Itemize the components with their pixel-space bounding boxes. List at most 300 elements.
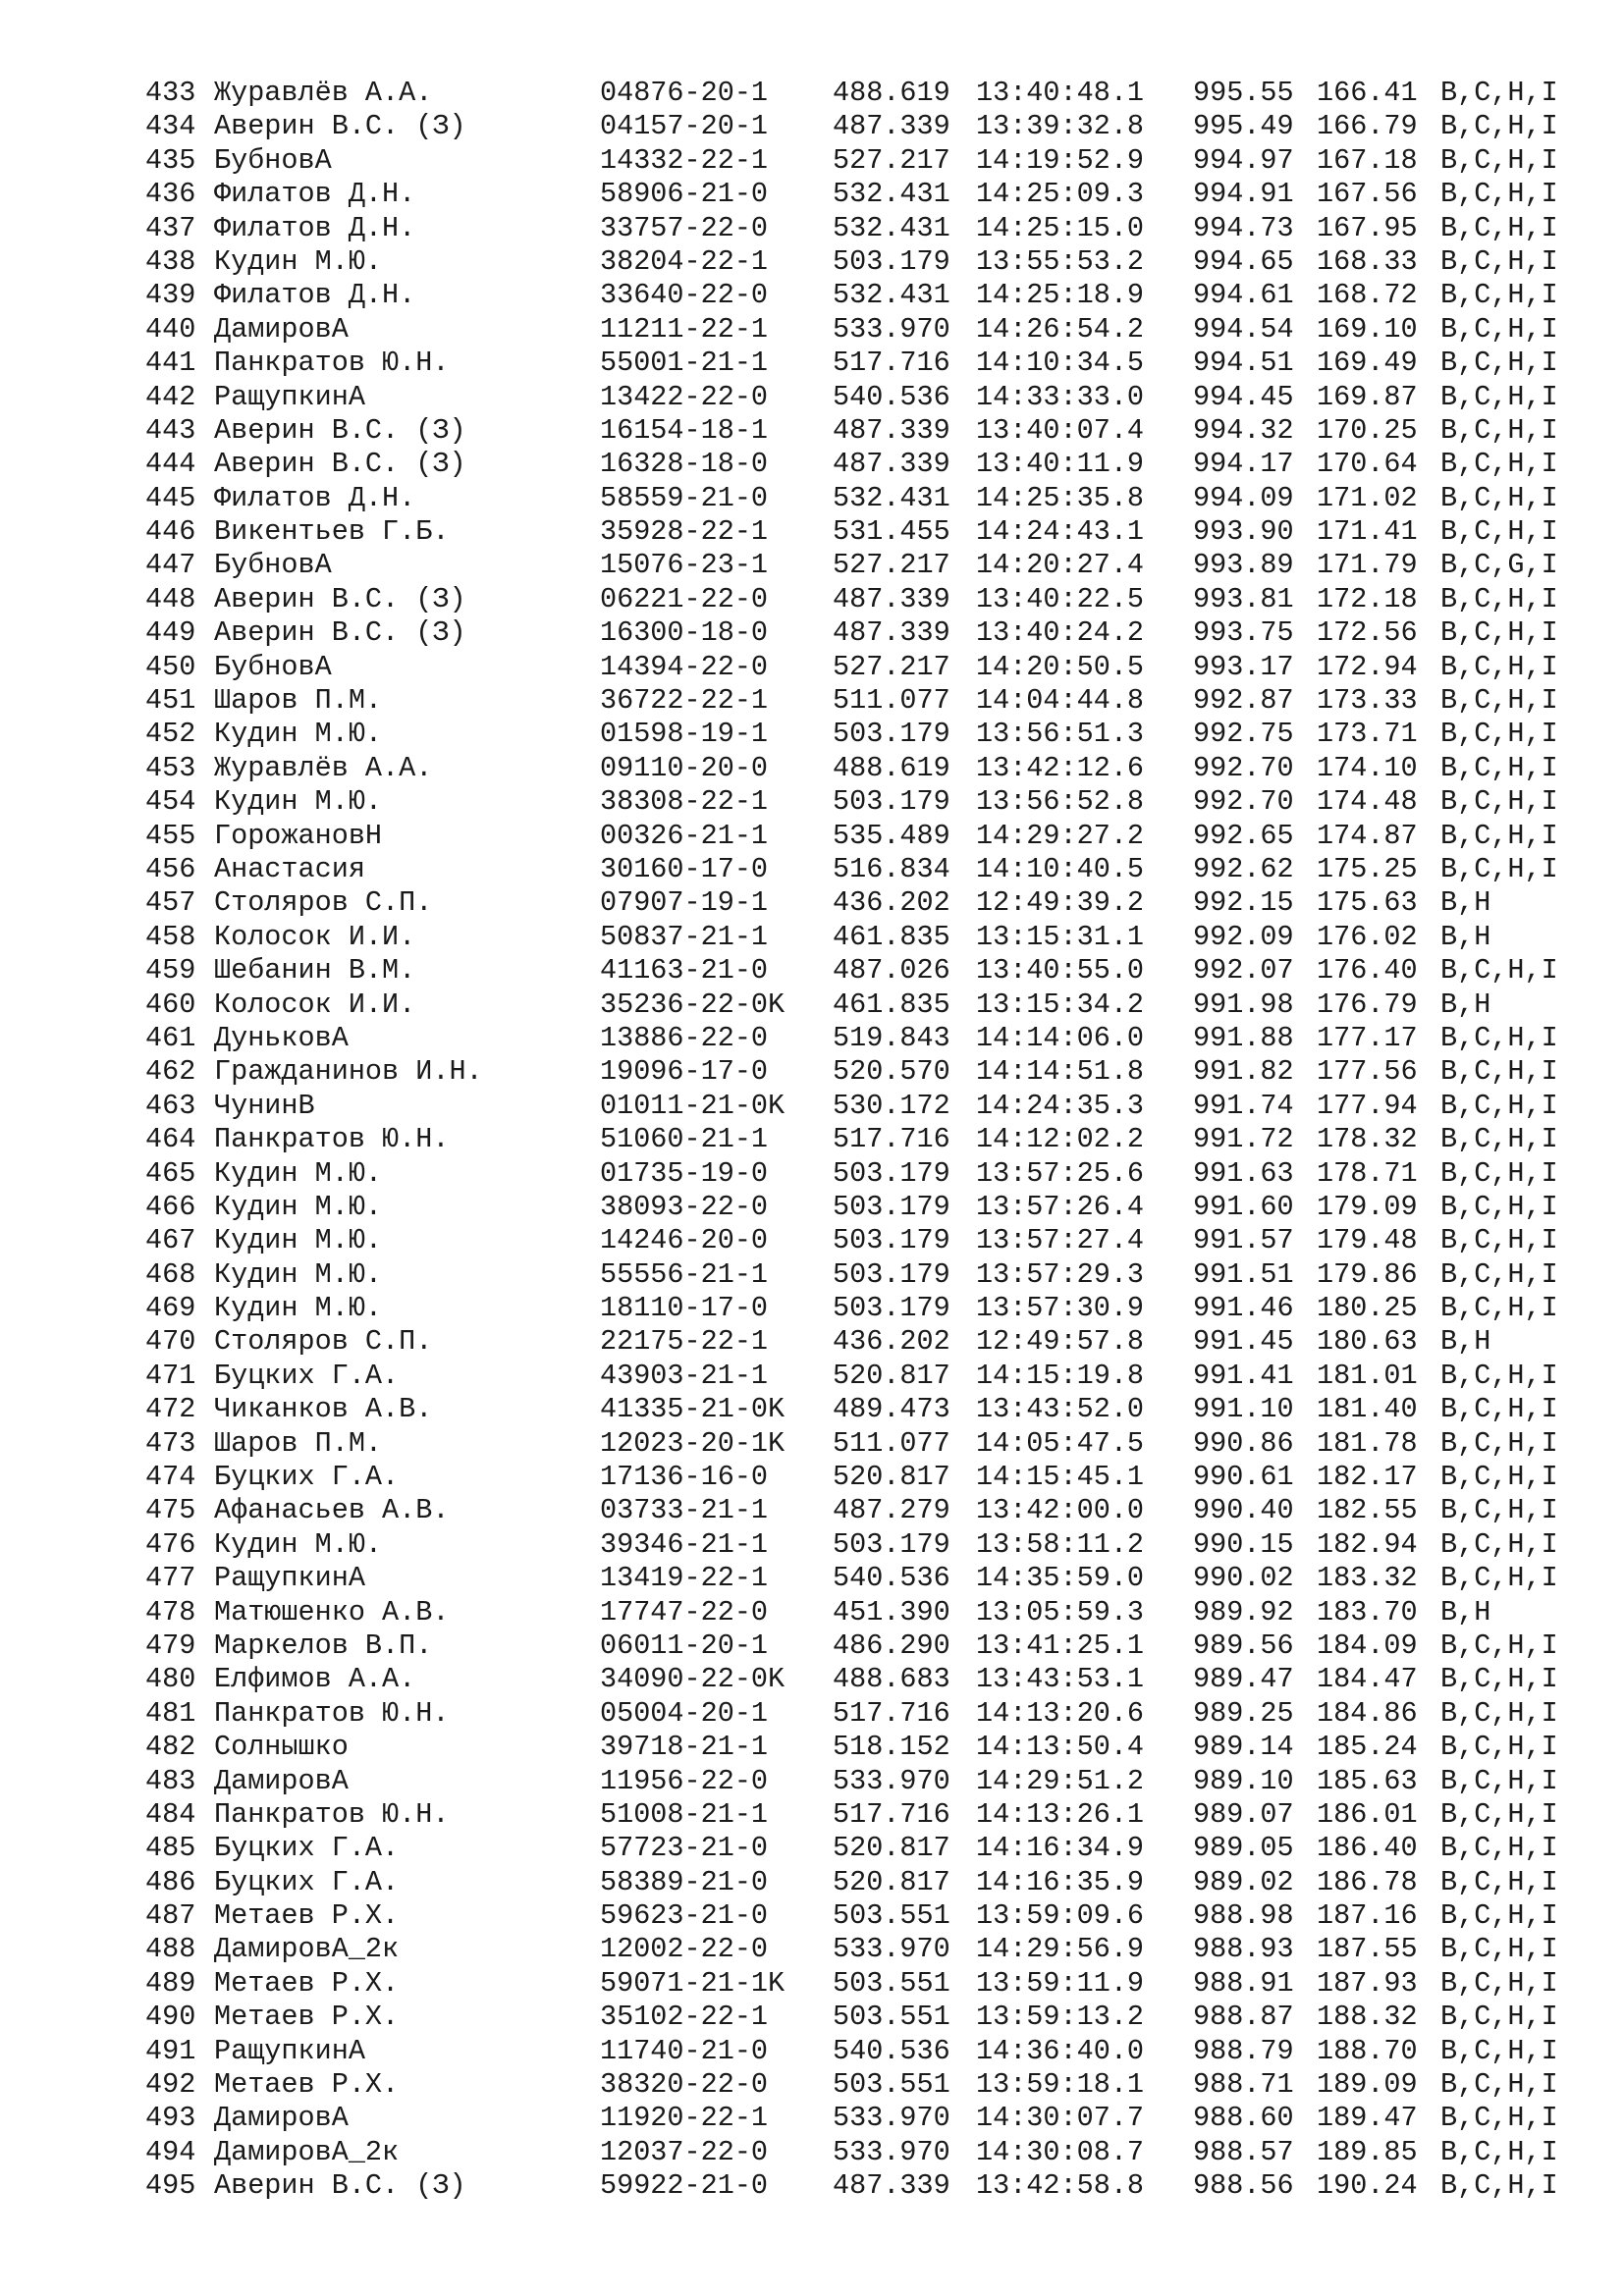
competition-classes-cell: B,C,H,I	[1440, 1426, 1558, 1460]
distance-cell: 503.551	[833, 2001, 950, 2034]
distance-cell: 511.077	[833, 684, 950, 718]
arrival-time-cell: 13:42:00.0	[976, 1494, 1145, 1527]
coefficient-cell: 167.95	[1317, 211, 1418, 244]
place-cell: 437	[145, 211, 196, 244]
coefficient-cell: 170.25	[1317, 413, 1418, 447]
coefficient-cell: 168.72	[1317, 279, 1418, 312]
fancier-name-cell: Метаев Р.Х.	[214, 2001, 400, 2034]
coefficient-cell: 184.09	[1317, 1629, 1418, 1662]
distance-cell: 487.339	[833, 2169, 950, 2203]
arrival-time-cell: 14:36:40.0	[976, 2034, 1145, 2067]
speed-cell: 994.51	[1193, 347, 1294, 380]
distance-cell: 487.339	[833, 582, 950, 615]
place-cell: 471	[145, 1359, 196, 1392]
competition-classes-cell: B,C,H,I	[1440, 1461, 1558, 1494]
speed-cell: 991.41	[1193, 1359, 1294, 1392]
fancier-name-cell: Метаев Р.Х.	[214, 1899, 400, 1933]
coefficient-cell: 174.87	[1317, 819, 1418, 852]
speed-cell: 991.46	[1193, 1292, 1294, 1325]
ring-number-cell: 41163-21-0	[600, 954, 769, 988]
competition-classes-cell: B,C,H,I	[1440, 684, 1558, 718]
competition-classes-cell: B,C,H,I	[1440, 954, 1558, 988]
competition-classes-cell: B,C,H,I	[1440, 1865, 1558, 1898]
fancier-name-cell: Аверин В.С. (З)	[214, 582, 466, 615]
ring-number-cell: 13886-22-0	[600, 1021, 769, 1054]
place-cell: 484	[145, 1797, 196, 1831]
place-cell: 435	[145, 143, 196, 177]
ring-number-cell: 06221-22-0	[600, 582, 769, 615]
arrival-time-cell: 13:57:25.6	[976, 1156, 1145, 1190]
speed-cell: 989.02	[1193, 1865, 1294, 1898]
ring-number-cell: 59922-21-0	[600, 2169, 769, 2203]
distance-cell: 487.279	[833, 1494, 950, 1527]
competition-classes-cell: B,C,H,I	[1440, 1966, 1558, 2000]
distance-cell: 535.489	[833, 819, 950, 852]
coefficient-cell: 175.25	[1317, 852, 1418, 885]
speed-cell: 989.07	[1193, 1797, 1294, 1831]
speed-cell: 991.82	[1193, 1055, 1294, 1089]
coefficient-cell: 187.93	[1317, 1966, 1418, 2000]
ring-number-cell: 55001-21-1	[600, 347, 769, 380]
distance-cell: 533.970	[833, 2135, 950, 2168]
coefficient-cell: 180.25	[1317, 1292, 1418, 1325]
competition-classes-cell: B,C,H,I	[1440, 852, 1558, 885]
fancier-name-cell: Столяров С.П.	[214, 1325, 433, 1359]
competition-classes-cell: B,C,H,I	[1440, 448, 1558, 481]
place-cell: 441	[145, 347, 196, 380]
ring-number-cell: 59623-21-0	[600, 1899, 769, 1933]
coefficient-cell: 169.49	[1317, 347, 1418, 380]
fancier-name-cell: БубновА	[214, 143, 332, 177]
arrival-time-cell: 13:40:48.1	[976, 77, 1145, 109]
fancier-name-cell: Буцких Г.А.	[214, 1461, 400, 1494]
competition-classes-cell: B,H	[1440, 1595, 1491, 1629]
place-cell: 485	[145, 1832, 196, 1865]
distance-cell: 532.431	[833, 481, 950, 514]
ring-number-cell: 05004-20-1	[600, 1696, 769, 1730]
distance-cell: 503.179	[833, 244, 950, 278]
distance-cell: 488.683	[833, 1663, 950, 1696]
distance-cell: 520.570	[833, 1055, 950, 1089]
speed-cell: 992.75	[1193, 718, 1294, 751]
coefficient-cell: 166.79	[1317, 110, 1418, 143]
distance-cell: 503.179	[833, 1190, 950, 1223]
distance-cell: 503.179	[833, 1156, 950, 1190]
speed-cell: 993.90	[1193, 515, 1294, 549]
arrival-time-cell: 12:49:39.2	[976, 886, 1145, 920]
coefficient-cell: 171.79	[1317, 549, 1418, 582]
competition-classes-cell: B,C,H,I	[1440, 1832, 1558, 1865]
competition-classes-cell: B,C,H,I	[1440, 819, 1558, 852]
place-cell: 445	[145, 481, 196, 514]
competition-classes-cell: B,C,H,I	[1440, 1562, 1558, 1595]
distance-cell: 488.619	[833, 751, 950, 784]
coefficient-cell: 172.94	[1317, 650, 1418, 683]
competition-classes-cell: B,C,H,I	[1440, 1359, 1558, 1392]
speed-cell: 994.73	[1193, 211, 1294, 244]
distance-cell: 503.179	[833, 1527, 950, 1561]
arrival-time-cell: 13:59:11.9	[976, 1966, 1145, 2000]
distance-cell: 532.431	[833, 279, 950, 312]
coefficient-cell: 174.48	[1317, 785, 1418, 819]
arrival-time-cell: 13:57:26.4	[976, 1190, 1145, 1223]
ring-number-cell: 38320-22-0	[600, 2068, 769, 2102]
arrival-time-cell: 13:57:27.4	[976, 1224, 1145, 1257]
ring-number-cell: 35928-22-1	[600, 515, 769, 549]
place-cell: 458	[145, 920, 196, 953]
fancier-name-cell: Филатов Д.Н.	[214, 211, 416, 244]
distance-cell: 520.817	[833, 1865, 950, 1898]
place-cell: 439	[145, 279, 196, 312]
coefficient-cell: 179.09	[1317, 1190, 1418, 1223]
place-cell: 438	[145, 244, 196, 278]
fancier-name-cell: Колосок И.И.	[214, 988, 416, 1021]
speed-cell: 990.02	[1193, 1562, 1294, 1595]
fancier-name-cell: ГорожановН	[214, 819, 383, 852]
place-cell: 462	[145, 1055, 196, 1089]
arrival-time-cell: 13:59:13.2	[976, 2001, 1145, 2034]
competition-classes-cell: B,C,H,I	[1440, 211, 1558, 244]
ring-number-cell: 38308-22-1	[600, 785, 769, 819]
fancier-name-cell: Журавлёв А.А.	[214, 751, 433, 784]
fancier-name-cell: ДамировА	[214, 312, 349, 346]
ring-number-cell: 33757-22-0	[600, 211, 769, 244]
competition-classes-cell: B,H	[1440, 920, 1491, 953]
place-cell: 493	[145, 2102, 196, 2135]
place-cell: 456	[145, 852, 196, 885]
arrival-time-cell: 13:42:12.6	[976, 751, 1145, 784]
competition-classes-cell: B,C,H,I	[1440, 2102, 1558, 2135]
fancier-name-cell: ДамировА_2к	[214, 1933, 400, 1966]
coefficient-cell: 187.16	[1317, 1899, 1418, 1933]
arrival-time-cell: 14:35:59.0	[976, 1562, 1145, 1595]
coefficient-cell: 185.63	[1317, 1764, 1418, 1797]
fancier-name-cell: Журавлёв А.А.	[214, 77, 433, 109]
fancier-name-cell: Кудин М.Ю.	[214, 1190, 383, 1223]
competition-classes-cell: B,C,H,I	[1440, 77, 1558, 109]
arrival-time-cell: 13:42:58.8	[976, 2169, 1145, 2203]
competition-classes-cell: B,H	[1440, 886, 1491, 920]
speed-cell: 992.07	[1193, 954, 1294, 988]
coefficient-cell: 167.18	[1317, 143, 1418, 177]
speed-cell: 991.72	[1193, 1123, 1294, 1156]
distance-cell: 533.970	[833, 312, 950, 346]
speed-cell: 989.25	[1193, 1696, 1294, 1730]
distance-cell: 503.179	[833, 1224, 950, 1257]
speed-cell: 988.79	[1193, 2034, 1294, 2067]
fancier-name-cell: Елфимов А.А.	[214, 1663, 416, 1696]
place-cell: 447	[145, 549, 196, 582]
competition-classes-cell: B,C,H,I	[1440, 616, 1558, 650]
coefficient-cell: 182.17	[1317, 1461, 1418, 1494]
fancier-name-cell: Аверин В.С. (З)	[214, 448, 466, 481]
fancier-name-cell: Кудин М.Ю.	[214, 1292, 383, 1325]
fancier-name-cell: ДамировА	[214, 2102, 349, 2135]
speed-cell: 992.70	[1193, 785, 1294, 819]
arrival-time-cell: 13:57:29.3	[976, 1257, 1145, 1291]
speed-cell: 989.92	[1193, 1595, 1294, 1629]
coefficient-cell: 184.47	[1317, 1663, 1418, 1696]
ring-number-cell: 35236-22-0K	[600, 988, 785, 1021]
competition-classes-cell: B,C,H,I	[1440, 1257, 1558, 1291]
distance-cell: 451.390	[833, 1595, 950, 1629]
fancier-name-cell: Метаев Р.Х.	[214, 1966, 400, 2000]
arrival-time-cell: 14:16:34.9	[976, 1832, 1145, 1865]
competition-classes-cell: B,C,H,I	[1440, 650, 1558, 683]
ring-number-cell: 14394-22-0	[600, 650, 769, 683]
ring-number-cell: 13422-22-0	[600, 380, 769, 413]
speed-cell: 995.49	[1193, 110, 1294, 143]
ring-number-cell: 12037-22-0	[600, 2135, 769, 2168]
coefficient-cell: 189.47	[1317, 2102, 1418, 2135]
competition-classes-cell: B,C,H,I	[1440, 515, 1558, 549]
ring-number-cell: 39346-21-1	[600, 1527, 769, 1561]
fancier-name-cell: ДуньковА	[214, 1021, 349, 1054]
place-cell: 436	[145, 178, 196, 211]
place-cell: 490	[145, 2001, 196, 2034]
place-cell: 457	[145, 886, 196, 920]
ring-number-cell: 14332-22-1	[600, 143, 769, 177]
arrival-time-cell: 14:13:26.1	[976, 1797, 1145, 1831]
ring-number-cell: 38093-22-0	[600, 1190, 769, 1223]
arrival-time-cell: 13:55:53.2	[976, 244, 1145, 278]
place-cell: 479	[145, 1629, 196, 1662]
fancier-name-cell: Буцких Г.А.	[214, 1865, 400, 1898]
place-cell: 494	[145, 2135, 196, 2168]
speed-cell: 990.40	[1193, 1494, 1294, 1527]
distance-cell: 489.473	[833, 1393, 950, 1426]
coefficient-cell: 183.70	[1317, 1595, 1418, 1629]
ring-number-cell: 01011-21-0K	[600, 1089, 785, 1122]
coefficient-cell: 166.41	[1317, 77, 1418, 109]
distance-cell: 532.431	[833, 211, 950, 244]
speed-cell: 990.86	[1193, 1426, 1294, 1460]
place-cell: 489	[145, 1966, 196, 2000]
coefficient-cell: 170.64	[1317, 448, 1418, 481]
place-cell: 487	[145, 1899, 196, 1933]
coefficient-cell: 172.56	[1317, 616, 1418, 650]
place-cell: 469	[145, 1292, 196, 1325]
speed-cell: 989.56	[1193, 1629, 1294, 1662]
coefficient-cell: 180.63	[1317, 1325, 1418, 1359]
place-cell: 451	[145, 684, 196, 718]
coefficient-cell: 176.79	[1317, 988, 1418, 1021]
ring-number-cell: 06011-20-1	[600, 1629, 769, 1662]
speed-cell: 993.75	[1193, 616, 1294, 650]
distance-cell: 487.339	[833, 413, 950, 447]
place-cell: 444	[145, 448, 196, 481]
arrival-time-cell: 14:10:34.5	[976, 347, 1145, 380]
fancier-name-cell: Афанасьев А.В.	[214, 1494, 450, 1527]
place-cell: 467	[145, 1224, 196, 1257]
ring-number-cell: 43903-21-1	[600, 1359, 769, 1392]
ring-number-cell: 30160-17-0	[600, 852, 769, 885]
fancier-name-cell: ДамировА_2к	[214, 2135, 400, 2168]
ring-number-cell: 03733-21-1	[600, 1494, 769, 1527]
fancier-name-cell: Шаров П.М.	[214, 684, 383, 718]
speed-cell: 992.65	[1193, 819, 1294, 852]
ring-number-cell: 50837-21-1	[600, 920, 769, 953]
ring-number-cell: 16154-18-1	[600, 413, 769, 447]
competition-classes-cell: B,C,G,I	[1440, 549, 1558, 582]
coefficient-cell: 169.87	[1317, 380, 1418, 413]
fancier-name-cell: Кудин М.Ю.	[214, 1224, 383, 1257]
ring-number-cell: 11920-22-1	[600, 2102, 769, 2135]
speed-cell: 990.15	[1193, 1527, 1294, 1561]
ring-number-cell: 51008-21-1	[600, 1797, 769, 1831]
speed-cell: 988.60	[1193, 2102, 1294, 2135]
arrival-time-cell: 13:56:51.3	[976, 718, 1145, 751]
place-cell: 460	[145, 988, 196, 1021]
competition-classes-cell: B,C,H,I	[1440, 244, 1558, 278]
place-cell: 459	[145, 954, 196, 988]
fancier-name-cell: Шаров П.М.	[214, 1426, 383, 1460]
arrival-time-cell: 14:24:35.3	[976, 1089, 1145, 1122]
fancier-name-cell: Кудин М.Ю.	[214, 1257, 383, 1291]
arrival-time-cell: 14:16:35.9	[976, 1865, 1145, 1898]
arrival-time-cell: 13:15:31.1	[976, 920, 1145, 953]
distance-cell: 487.339	[833, 448, 950, 481]
competition-classes-cell: B,C,H,I	[1440, 1089, 1558, 1122]
competition-classes-cell: B,C,H,I	[1440, 481, 1558, 514]
competition-classes-cell: B,C,H,I	[1440, 1393, 1558, 1426]
place-cell: 491	[145, 2034, 196, 2067]
ring-number-cell: 36722-22-1	[600, 684, 769, 718]
fancier-name-cell: Аверин В.С. (З)	[214, 616, 466, 650]
arrival-time-cell: 14:10:40.5	[976, 852, 1145, 885]
competition-classes-cell: B,C,H,I	[1440, 1899, 1558, 1933]
competition-classes-cell: B,C,H,I	[1440, 2169, 1558, 2203]
arrival-time-cell: 13:40:22.5	[976, 582, 1145, 615]
ring-number-cell: 12023-20-1K	[600, 1426, 785, 1460]
ring-number-cell: 16300-18-0	[600, 616, 769, 650]
speed-cell: 994.17	[1193, 448, 1294, 481]
arrival-time-cell: 13:43:53.1	[976, 1663, 1145, 1696]
fancier-name-cell: Филатов Д.Н.	[214, 481, 416, 514]
speed-cell: 995.55	[1193, 77, 1294, 109]
fancier-name-cell: Столяров С.П.	[214, 886, 433, 920]
place-cell: 433	[145, 77, 196, 109]
place-cell: 465	[145, 1156, 196, 1190]
distance-cell: 527.217	[833, 650, 950, 683]
fancier-name-cell: РащупкинА	[214, 380, 365, 413]
arrival-time-cell: 13:43:52.0	[976, 1393, 1145, 1426]
place-cell: 475	[145, 1494, 196, 1527]
speed-cell: 993.17	[1193, 650, 1294, 683]
speed-cell: 993.81	[1193, 582, 1294, 615]
coefficient-cell: 168.33	[1317, 244, 1418, 278]
competition-classes-cell: B,C,H,I	[1440, 1190, 1558, 1223]
distance-cell: 517.716	[833, 1797, 950, 1831]
fancier-name-cell: Солнышко	[214, 1731, 349, 1764]
coefficient-cell: 179.48	[1317, 1224, 1418, 1257]
ring-number-cell: 33640-22-0	[600, 279, 769, 312]
place-cell: 492	[145, 2068, 196, 2102]
fancier-name-cell: ДамировА	[214, 1764, 349, 1797]
ring-number-cell: 01598-19-1	[600, 718, 769, 751]
competition-classes-cell: B,C,H,I	[1440, 2001, 1558, 2034]
arrival-time-cell: 13:59:09.6	[976, 1899, 1145, 1933]
competition-classes-cell: B,C,H,I	[1440, 1494, 1558, 1527]
fancier-name-cell: Гражданинов И.Н.	[214, 1055, 483, 1089]
fancier-name-cell: Колосок И.И.	[214, 920, 416, 953]
ring-number-cell: 04876-20-1	[600, 77, 769, 109]
speed-cell: 988.98	[1193, 1899, 1294, 1933]
ring-number-cell: 00326-21-1	[600, 819, 769, 852]
speed-cell: 992.70	[1193, 751, 1294, 784]
place-cell: 454	[145, 785, 196, 819]
speed-cell: 994.32	[1193, 413, 1294, 447]
fancier-name-cell: Кудин М.Ю.	[214, 718, 383, 751]
coefficient-cell: 177.56	[1317, 1055, 1418, 1089]
distance-cell: 503.551	[833, 2068, 950, 2102]
ring-number-cell: 34090-22-0K	[600, 1663, 785, 1696]
speed-cell: 991.57	[1193, 1224, 1294, 1257]
arrival-time-cell: 13:59:18.1	[976, 2068, 1145, 2102]
distance-cell: 486.290	[833, 1629, 950, 1662]
coefficient-cell: 185.24	[1317, 1731, 1418, 1764]
arrival-time-cell: 14:13:50.4	[976, 1731, 1145, 1764]
speed-cell: 988.56	[1193, 2169, 1294, 2203]
place-cell: 481	[145, 1696, 196, 1730]
coefficient-cell: 178.32	[1317, 1123, 1418, 1156]
distance-cell: 530.172	[833, 1089, 950, 1122]
place-cell: 488	[145, 1933, 196, 1966]
competition-classes-cell: B,C,H,I	[1440, 751, 1558, 784]
arrival-time-cell: 13:15:34.2	[976, 988, 1145, 1021]
coefficient-cell: 174.10	[1317, 751, 1418, 784]
competition-classes-cell: B,C,H,I	[1440, 582, 1558, 615]
speed-cell: 988.93	[1193, 1933, 1294, 1966]
arrival-time-cell: 14:20:50.5	[976, 650, 1145, 683]
distance-cell: 527.217	[833, 549, 950, 582]
distance-cell: 517.716	[833, 347, 950, 380]
place-cell: 486	[145, 1865, 196, 1898]
fancier-name-cell: Панкратов Ю.Н.	[214, 1797, 450, 1831]
coefficient-cell: 179.86	[1317, 1257, 1418, 1291]
coefficient-cell: 181.78	[1317, 1426, 1418, 1460]
speed-cell: 989.05	[1193, 1832, 1294, 1865]
place-cell: 453	[145, 751, 196, 784]
arrival-time-cell: 14:15:45.1	[976, 1461, 1145, 1494]
fancier-name-cell: Панкратов Ю.Н.	[214, 1696, 450, 1730]
ring-number-cell: 16328-18-0	[600, 448, 769, 481]
place-cell: 455	[145, 819, 196, 852]
arrival-time-cell: 14:04:44.8	[976, 684, 1145, 718]
distance-cell: 517.716	[833, 1123, 950, 1156]
fancier-name-cell: Шебанин В.М.	[214, 954, 416, 988]
distance-cell: 503.179	[833, 1257, 950, 1291]
fancier-name-cell: Викентьев Г.Б.	[214, 515, 450, 549]
coefficient-cell: 190.24	[1317, 2169, 1418, 2203]
place-cell: 480	[145, 1663, 196, 1696]
distance-cell: 540.536	[833, 1562, 950, 1595]
distance-cell: 503.551	[833, 1966, 950, 2000]
coefficient-cell: 171.02	[1317, 481, 1418, 514]
speed-cell: 994.54	[1193, 312, 1294, 346]
coefficient-cell: 186.40	[1317, 1832, 1418, 1865]
fancier-name-cell: Панкратов Ю.Н.	[214, 1123, 450, 1156]
place-cell: 463	[145, 1089, 196, 1122]
arrival-time-cell: 14:29:56.9	[976, 1933, 1145, 1966]
place-cell: 450	[145, 650, 196, 683]
competition-classes-cell: B,C,H,I	[1440, 2068, 1558, 2102]
distance-cell: 527.217	[833, 143, 950, 177]
speed-cell: 988.71	[1193, 2068, 1294, 2102]
coefficient-cell: 187.55	[1317, 1933, 1418, 1966]
ring-number-cell: 51060-21-1	[600, 1123, 769, 1156]
arrival-time-cell: 14:05:47.5	[976, 1426, 1145, 1460]
